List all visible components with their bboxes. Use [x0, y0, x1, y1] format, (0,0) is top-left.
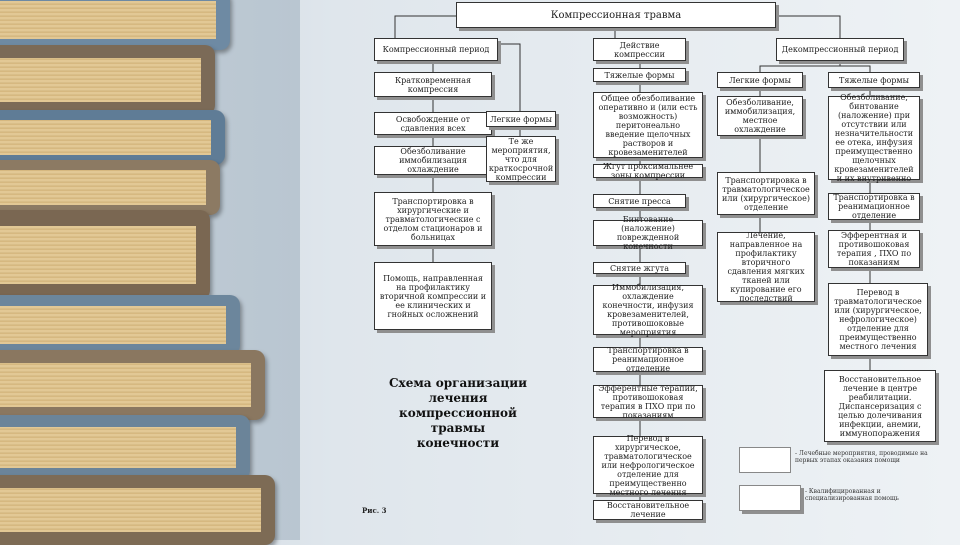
left-step-1: Кратковременная компрессия [374, 72, 492, 97]
middle-step-2: Общее обезболивание оперативно и (или есть возможность) перитонеально введение щелочных растворов и кровезаменителей [593, 92, 703, 158]
right-light-step-3: Лечение, направленное на профилактику вторичного сдавления мягких тканей или купирование его последствий [717, 232, 815, 302]
right-light-forms-header: Легкие формы [717, 72, 803, 88]
right-light-step-1: Обезболивание, иммобилизация, местное охлаждение [717, 96, 803, 136]
middle-step-1: Тяжелые формы [593, 68, 686, 82]
left-light-forms-header: Легкие формы [486, 111, 556, 127]
middle-step-3: Жгут проксимальнее зоны компрессии [593, 164, 703, 178]
right-severe-step-4: Перевод в травматологическое или (хирургическое, нефрологическое) отделение для преимущественно местного лечения [828, 283, 928, 356]
legend-label-primary: - Лечебные мероприятия, проводимые на первых этапах оказания помощи [795, 450, 928, 464]
figure-label: Рис. 3 [362, 506, 387, 515]
middle-step-9: Эфферентные терапии, противошоковая терапия в ПХО при по показаниям [593, 385, 703, 418]
middle-step-4: Снятие пресса [593, 194, 686, 208]
left-step-2: Освобождение от сдавления всех [374, 112, 492, 135]
right-severe-step-3: Эфферентная и противошоковая терапия , ПХО по показаниям [828, 230, 920, 268]
right-severe-step-5: Восстановительное лечение в центре реабилитации. Диспансеризация с целью долечивания инфекции, анемии, иммунопоражения [824, 370, 936, 442]
right-severe-step-2: Транспортировка в реанимационное отделение [828, 193, 920, 220]
diagram-title: Компрессионная травма [456, 2, 776, 28]
legend-swatch-specialized [739, 485, 801, 511]
right-severe-step-1: Обезболивание, бинтование (наложение) при отсутствии или незначительности ее отека, инфузия преимущественно щелочных кровезаменителей и их внутривенно [828, 96, 920, 180]
period-compression: Компрессионный период [374, 38, 498, 61]
middle-step-6: Снятие жгута [593, 262, 686, 274]
middle-step-5: Бинтование (наложение) поврежденной конечности [593, 220, 703, 246]
period-compression-action: Действие компрессии [593, 38, 686, 61]
legend-swatch-primary [739, 447, 791, 473]
left-light-forms-body: Те же мероприятия, что для краткосрочной компрессии [486, 136, 556, 182]
right-light-step-2: Транспортировка в травматологическое или (хирургическое) отделение [717, 172, 815, 215]
right-severe-forms-header: Тяжелые формы [828, 72, 920, 88]
left-step-5: Помощь, направленная на профилактику вторичной компрессии и ее клинических и гнойных осложнений [374, 262, 492, 330]
middle-step-10: Перевод в хирургическое, травматологическое или нефрологическое отделение для преимущественно местного лечения [593, 436, 703, 494]
left-step-4: Транспортировка в хирургические и травматологические с отделом стационаров и больницах [374, 192, 492, 246]
middle-step-8: Транспортировка в реанимационное отделение [593, 347, 703, 372]
middle-step-11: Восстановительное лечение [593, 500, 703, 520]
left-step-3: Обезболивание иммобилизация охлаждение [374, 146, 492, 175]
middle-step-7: Иммобилизация, охлаждение конечности, инфузия кровезаменителей, противошоковые мероприятия [593, 285, 703, 335]
diagram-caption: Схема организации лечения компрессионной травмы конечности [388, 376, 528, 450]
legend-label-specialized: - Квалифицированная и специализированная помощь [805, 488, 899, 502]
period-decompression: Декомпрессионный период [776, 38, 904, 61]
